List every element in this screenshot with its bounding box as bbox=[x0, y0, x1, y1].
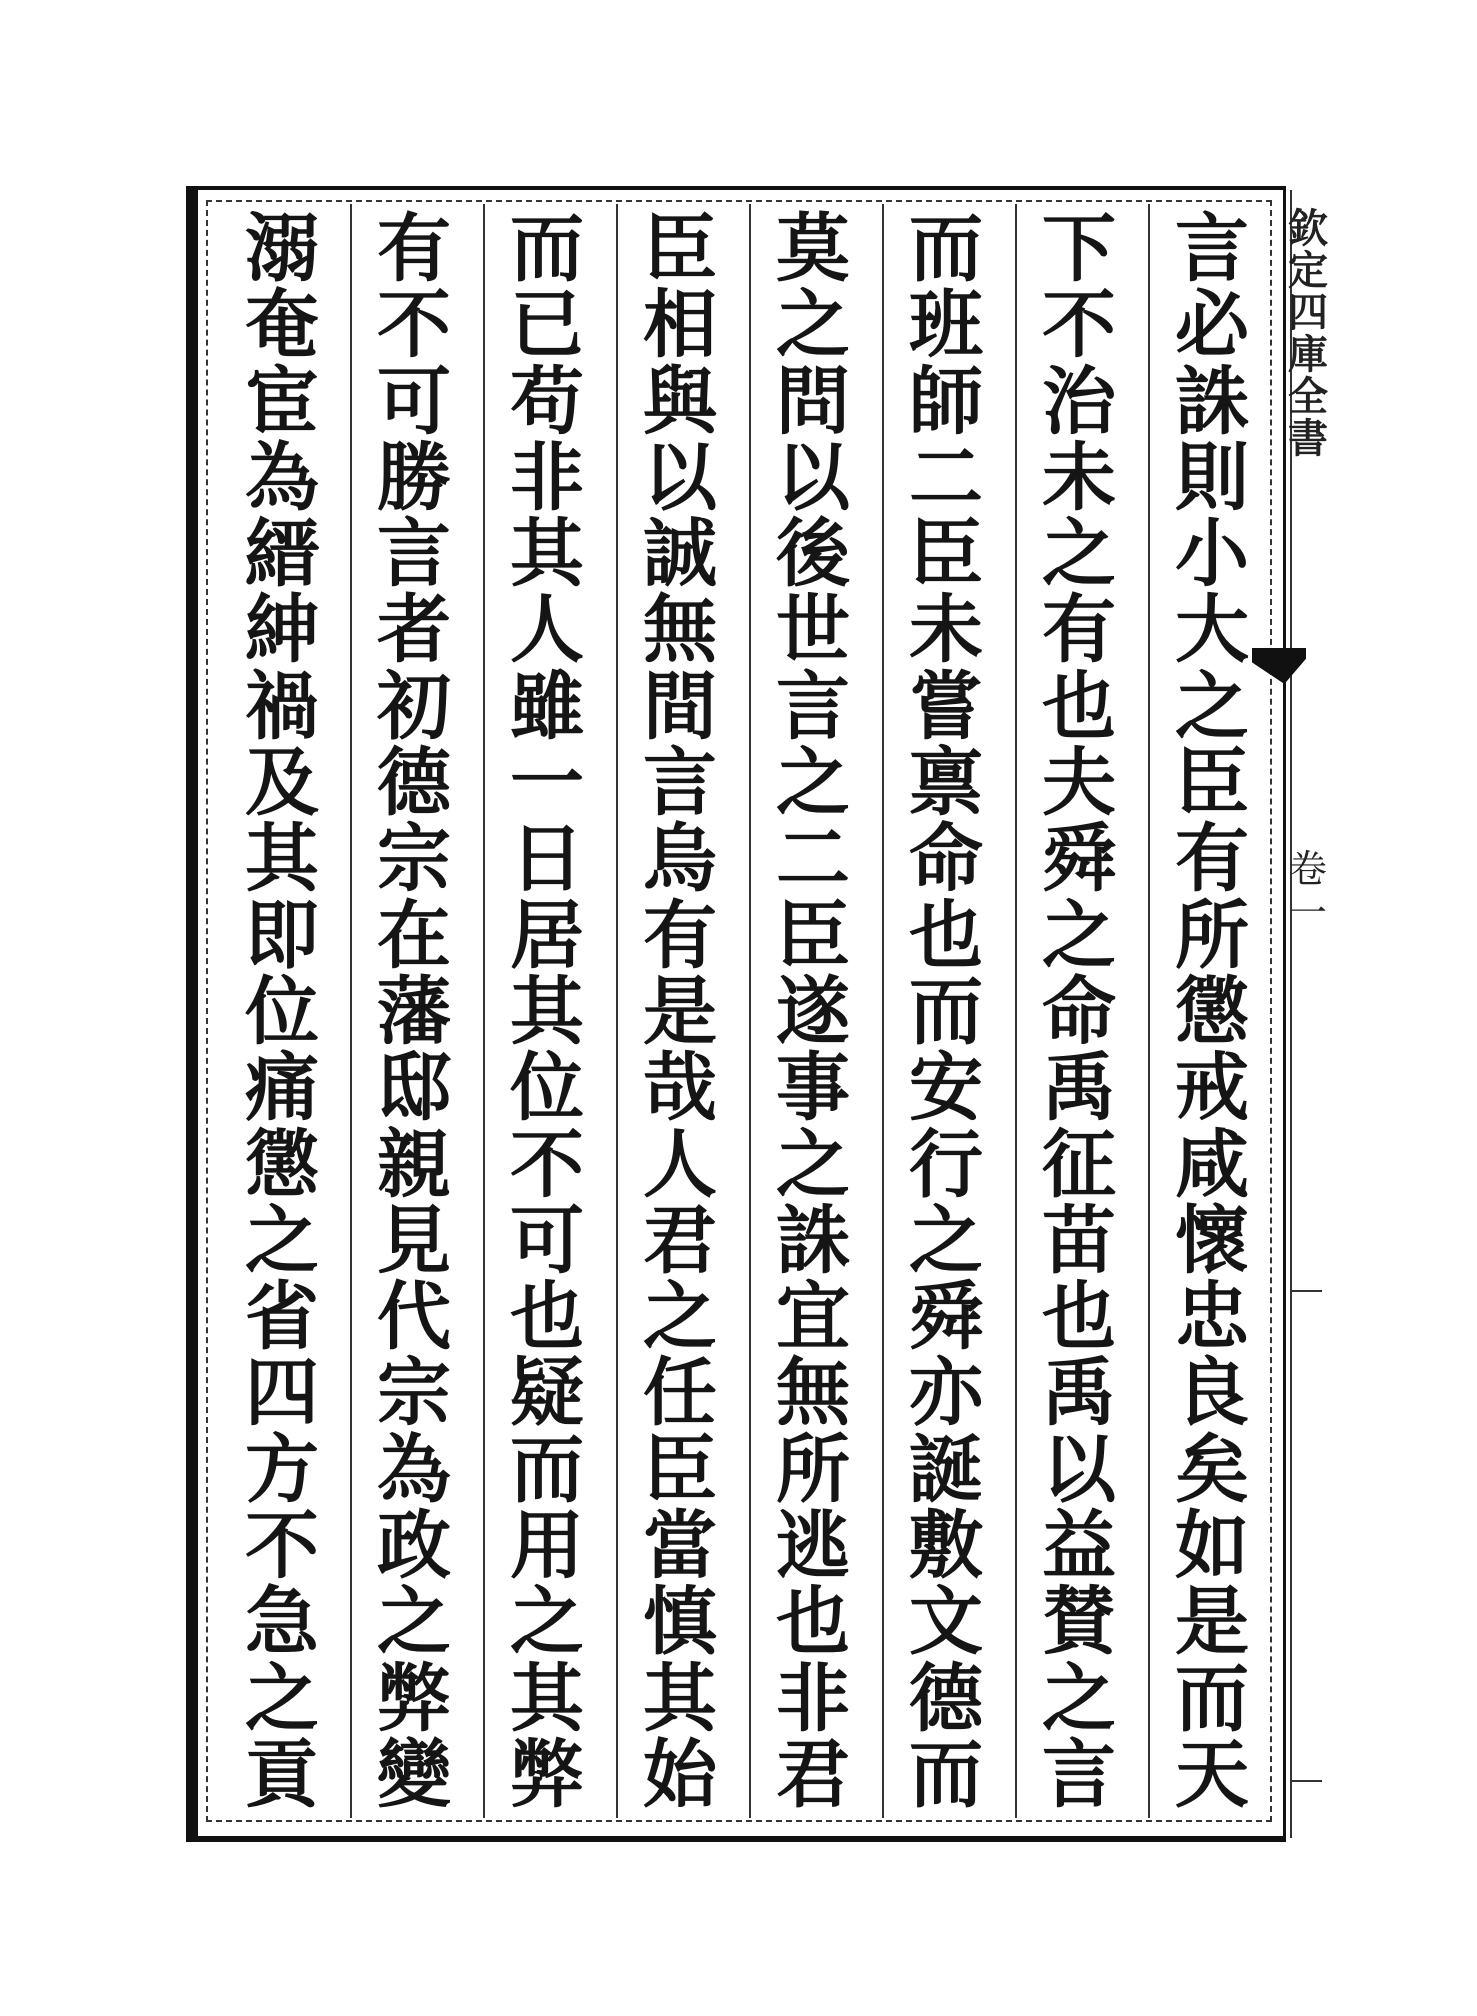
glyph: 征 bbox=[1042, 1121, 1116, 1208]
book-title bbox=[1288, 205, 1328, 462]
glyph: 之 bbox=[1042, 1655, 1116, 1742]
glyph: 藩 bbox=[377, 968, 451, 1055]
glyph: 遂 bbox=[776, 968, 850, 1055]
glyph: 所 bbox=[1175, 892, 1249, 979]
glyph: 咸 bbox=[1175, 1121, 1249, 1208]
glyph: 禀 bbox=[909, 740, 983, 827]
glyph: 有 bbox=[643, 892, 717, 979]
glyph: 為 bbox=[377, 1426, 451, 1513]
glyph: 方 bbox=[245, 1426, 319, 1513]
glyph: 禍 bbox=[245, 663, 319, 750]
glyph: 言 bbox=[1175, 206, 1249, 292]
glyph: 言 bbox=[377, 511, 451, 598]
glyph: 是 bbox=[643, 968, 717, 1055]
glyph: 矣 bbox=[1175, 1426, 1249, 1513]
glyph: 任 bbox=[643, 1350, 717, 1437]
glyph: 文 bbox=[909, 1579, 983, 1666]
glyph: 臣 bbox=[643, 206, 717, 292]
glyph: 無 bbox=[643, 587, 717, 674]
glyph: 之 bbox=[510, 1579, 584, 1666]
glyph: 誕 bbox=[909, 1426, 983, 1513]
glyph: 其 bbox=[510, 968, 584, 1055]
glyph: 有 bbox=[377, 206, 451, 292]
glyph: 代 bbox=[377, 1274, 451, 1361]
margin-glyph: 四 bbox=[1288, 289, 1328, 336]
glyph: 以 bbox=[643, 434, 717, 521]
glyph: 之 bbox=[245, 1655, 319, 1742]
glyph: 治 bbox=[1042, 358, 1116, 445]
glyph: 言 bbox=[776, 663, 850, 750]
glyph: 是 bbox=[1175, 1579, 1249, 1666]
glyph: 見 bbox=[377, 1197, 451, 1284]
text-column-5 bbox=[616, 206, 744, 1818]
glyph: 之 bbox=[776, 740, 850, 827]
glyph: 可 bbox=[510, 1197, 584, 1284]
glyph: 大 bbox=[1175, 587, 1249, 674]
glyph: 二 bbox=[776, 816, 850, 903]
glyph: 懲 bbox=[245, 1121, 319, 1208]
glyph: 逃 bbox=[776, 1503, 850, 1590]
glyph: 及 bbox=[245, 740, 319, 827]
glyph: 下 bbox=[1042, 206, 1116, 292]
glyph: 人 bbox=[510, 587, 584, 674]
glyph: 之 bbox=[377, 1579, 451, 1666]
glyph: 在 bbox=[377, 892, 451, 979]
glyph: 無 bbox=[776, 1350, 850, 1437]
glyph: 君 bbox=[776, 1731, 850, 1818]
glyph: 以 bbox=[1042, 1426, 1116, 1513]
glyph: 之 bbox=[776, 282, 850, 369]
glyph: 其 bbox=[510, 1655, 584, 1742]
glyph: 如 bbox=[1175, 1503, 1249, 1590]
glyph: 也 bbox=[510, 1274, 584, 1361]
glyph: 間 bbox=[643, 663, 717, 750]
glyph: 禹 bbox=[1042, 1045, 1116, 1132]
glyph: 疑 bbox=[510, 1350, 584, 1437]
glyph: 天 bbox=[1175, 1731, 1249, 1818]
glyph: 安 bbox=[909, 1045, 983, 1132]
glyph: 誅 bbox=[776, 1197, 850, 1284]
glyph: 為 bbox=[245, 434, 319, 521]
glyph: 邸 bbox=[377, 1045, 451, 1132]
glyph: 相 bbox=[643, 282, 717, 369]
glyph: 初 bbox=[377, 663, 451, 750]
glyph: 莫 bbox=[776, 206, 850, 292]
glyph: 小 bbox=[1175, 511, 1249, 598]
glyph: 烏 bbox=[643, 816, 717, 903]
glyph: 之 bbox=[643, 1274, 717, 1361]
glyph: 有 bbox=[1175, 816, 1249, 903]
glyph: 其 bbox=[245, 816, 319, 903]
glyph: 二 bbox=[909, 434, 983, 521]
glyph: 之 bbox=[1042, 511, 1116, 598]
glyph: 位 bbox=[510, 1045, 584, 1132]
glyph: 者 bbox=[377, 587, 451, 674]
glyph: 居 bbox=[510, 892, 584, 979]
glyph: 急 bbox=[245, 1579, 319, 1666]
glyph: 位 bbox=[245, 968, 319, 1055]
glyph: 弊 bbox=[377, 1655, 451, 1742]
margin-glyph: 卷 bbox=[1289, 847, 1328, 891]
glyph: 非 bbox=[510, 434, 584, 521]
glyph: 良 bbox=[1175, 1350, 1249, 1437]
glyph: 懷 bbox=[1175, 1197, 1249, 1284]
glyph: 當 bbox=[643, 1503, 717, 1590]
glyph: 臣 bbox=[776, 892, 850, 979]
glyph: 也 bbox=[1042, 663, 1116, 750]
glyph: 夫 bbox=[1042, 740, 1116, 827]
glyph: 所 bbox=[776, 1426, 850, 1513]
glyph: 不 bbox=[377, 282, 451, 369]
glyph: 變 bbox=[377, 1731, 451, 1818]
text-column-3 bbox=[882, 206, 1010, 1818]
glyph: 宗 bbox=[377, 816, 451, 903]
glyph: 已 bbox=[510, 282, 584, 369]
glyph: 必 bbox=[1175, 282, 1249, 369]
glyph: 日 bbox=[510, 816, 584, 903]
glyph: 命 bbox=[1042, 968, 1116, 1055]
glyph: 紳 bbox=[245, 587, 319, 674]
glyph: 不 bbox=[245, 1503, 319, 1590]
glyph: 而 bbox=[909, 206, 983, 292]
glyph: 臣 bbox=[643, 1426, 717, 1513]
glyph: 臣 bbox=[909, 511, 983, 598]
glyph: 懲 bbox=[1175, 968, 1249, 1055]
margin-glyph: 一 bbox=[1289, 890, 1328, 935]
glyph: 哉 bbox=[643, 1045, 717, 1132]
glyph: 四 bbox=[245, 1350, 319, 1437]
glyph: 省 bbox=[245, 1274, 319, 1361]
glyph: 嘗 bbox=[909, 663, 983, 750]
glyph: 行 bbox=[909, 1121, 983, 1208]
glyph: 戒 bbox=[1175, 1045, 1249, 1132]
glyph: 其 bbox=[510, 511, 584, 598]
glyph: 未 bbox=[909, 587, 983, 674]
glyph: 事 bbox=[776, 1045, 850, 1132]
glyph: 苟 bbox=[510, 358, 584, 445]
glyph: 苗 bbox=[1042, 1197, 1116, 1284]
glyph: 不 bbox=[510, 1121, 584, 1208]
margin-glyph: 全 bbox=[1288, 373, 1328, 420]
glyph: 奄 bbox=[245, 282, 319, 369]
text-column-4 bbox=[749, 206, 877, 1818]
glyph: 也 bbox=[909, 892, 983, 979]
glyph: 親 bbox=[377, 1121, 451, 1208]
margin-tick bbox=[1292, 1290, 1322, 1292]
glyph: 之 bbox=[245, 1197, 319, 1284]
margin-glyph: 書 bbox=[1288, 415, 1328, 462]
glyph: 世 bbox=[776, 587, 850, 674]
glyph: 而 bbox=[1175, 1655, 1249, 1742]
glyph: 之 bbox=[1175, 663, 1249, 750]
glyph: 誠 bbox=[643, 511, 717, 598]
glyph: 非 bbox=[776, 1655, 850, 1742]
glyph: 班 bbox=[909, 282, 983, 369]
glyph: 而 bbox=[510, 206, 584, 292]
volume-label bbox=[1290, 848, 1326, 935]
glyph: 則 bbox=[1175, 434, 1249, 521]
glyph: 敷 bbox=[909, 1503, 983, 1590]
glyph: 其 bbox=[643, 1655, 717, 1742]
glyph: 而 bbox=[909, 968, 983, 1055]
text-column-2 bbox=[1015, 206, 1143, 1818]
text-column-7 bbox=[350, 206, 478, 1818]
glyph: 一 bbox=[510, 740, 584, 827]
glyph: 之 bbox=[1042, 892, 1116, 979]
glyph: 德 bbox=[909, 1655, 983, 1742]
text-column-6 bbox=[483, 206, 611, 1818]
text-column-1 bbox=[1148, 206, 1276, 1818]
glyph: 以 bbox=[776, 434, 850, 521]
glyph: 雖 bbox=[510, 663, 584, 750]
text-column-8 bbox=[218, 206, 346, 1818]
glyph: 縉 bbox=[245, 511, 319, 598]
glyph: 勝 bbox=[377, 434, 451, 521]
glyph: 與 bbox=[643, 358, 717, 445]
glyph: 未 bbox=[1042, 434, 1116, 521]
glyph: 痛 bbox=[245, 1045, 319, 1132]
glyph: 宗 bbox=[377, 1350, 451, 1437]
margin-tick bbox=[1292, 1780, 1322, 1782]
glyph: 誅 bbox=[1175, 358, 1249, 445]
glyph: 不 bbox=[1042, 282, 1116, 369]
glyph: 人 bbox=[643, 1121, 717, 1208]
glyph: 益 bbox=[1042, 1503, 1116, 1590]
glyph: 臣 bbox=[1175, 740, 1249, 827]
glyph: 後 bbox=[776, 511, 850, 598]
glyph: 而 bbox=[909, 1731, 983, 1818]
glyph: 而 bbox=[510, 1426, 584, 1513]
glyph: 問 bbox=[776, 358, 850, 445]
glyph: 禹 bbox=[1042, 1350, 1116, 1437]
glyph: 始 bbox=[643, 1731, 717, 1818]
glyph: 言 bbox=[1042, 1731, 1116, 1818]
glyph: 可 bbox=[377, 358, 451, 445]
margin-glyph: 欽 bbox=[1288, 205, 1328, 252]
glyph: 之 bbox=[776, 1121, 850, 1208]
glyph: 命 bbox=[909, 816, 983, 903]
glyph: 師 bbox=[909, 358, 983, 445]
margin-glyph: 庫 bbox=[1288, 331, 1328, 378]
margin-glyph: 定 bbox=[1288, 247, 1328, 294]
glyph: 也 bbox=[1042, 1274, 1116, 1361]
glyph: 用 bbox=[510, 1503, 584, 1590]
glyph: 宦 bbox=[245, 358, 319, 445]
glyph: 舜 bbox=[1042, 816, 1116, 903]
glyph: 即 bbox=[245, 892, 319, 979]
glyph: 忠 bbox=[1175, 1274, 1249, 1361]
glyph: 溺 bbox=[245, 206, 319, 292]
glyph: 貢 bbox=[245, 1731, 319, 1818]
glyph: 賛 bbox=[1042, 1579, 1116, 1666]
glyph: 慎 bbox=[643, 1579, 717, 1666]
glyph: 言 bbox=[643, 740, 717, 827]
glyph: 弊 bbox=[510, 1731, 584, 1818]
glyph: 德 bbox=[377, 740, 451, 827]
glyph: 亦 bbox=[909, 1350, 983, 1437]
glyph: 君 bbox=[643, 1197, 717, 1284]
glyph: 之 bbox=[909, 1197, 983, 1284]
glyph: 也 bbox=[776, 1579, 850, 1666]
glyph: 政 bbox=[377, 1503, 451, 1590]
glyph: 有 bbox=[1042, 587, 1116, 674]
glyph: 舜 bbox=[909, 1274, 983, 1361]
glyph: 宜 bbox=[776, 1274, 850, 1361]
